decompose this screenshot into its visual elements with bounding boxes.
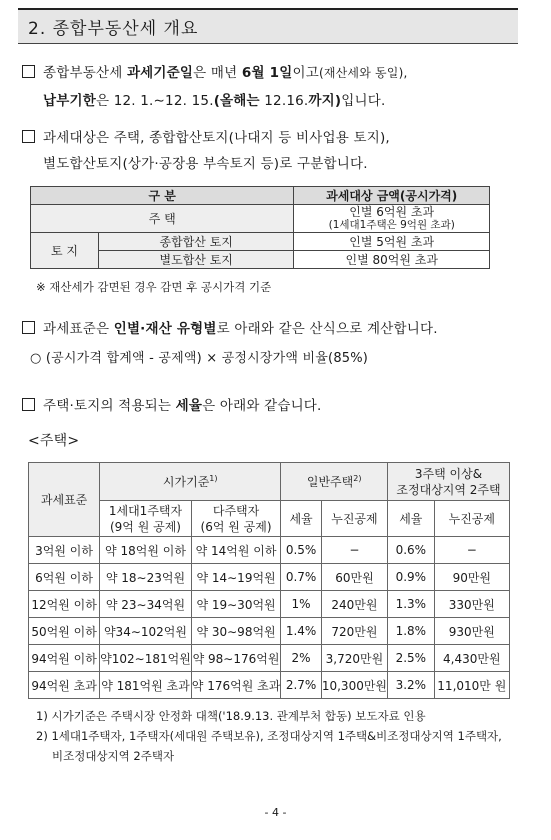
tax-object-line [22, 125, 390, 151]
section-title: 2. 종합부동산세 개요 [18, 8, 518, 44]
house-label: 주 택 [31, 205, 294, 233]
table-row [29, 591, 510, 618]
cell-one-house: 약102∼181억원 [100, 645, 192, 672]
subheader-deduction: 누진공제 [321, 501, 387, 537]
text: 입니다. [341, 93, 386, 109]
cell-multi-owner: 약 30∼98억원 [191, 618, 281, 645]
text: 과세표준은 [43, 321, 114, 337]
header-tax-base: 과세표준 [29, 463, 100, 537]
land-type-comprehensive: 종합합산 토지 [99, 233, 294, 251]
page-number: - 4 - [264, 806, 287, 819]
cell-deduct-multi: 330만원 [434, 591, 509, 618]
tax-threshold-table [30, 186, 490, 269]
header-category: 구 분 [31, 187, 294, 205]
house-threshold-value: 인별 6억원 초과 [349, 204, 435, 219]
table-row [29, 672, 510, 699]
land-threshold-comprehensive: 인별 5억원 초과 [294, 233, 490, 251]
cell-multi-owner: 약 98∼176억원 [191, 645, 281, 672]
cell-rate-general: 0.7% [281, 564, 322, 591]
header-text: 일반주택 [306, 475, 354, 489]
bold-text: 인별·재산 유형별 [113, 321, 217, 337]
table-row [29, 618, 510, 645]
cell-deduct-general: 10,300만원 [321, 672, 387, 699]
land-threshold-separate: 인별 80억원 초과 [294, 251, 490, 269]
bold-text: 세율 [175, 398, 203, 414]
cell-multi-owner: 약 14억원 이하 [191, 537, 281, 564]
text: 이고 [292, 65, 319, 81]
footnote-2-cont: 비조정대상지역 2주택자 [52, 749, 175, 763]
subheader-rate: 세율 [388, 501, 435, 537]
cell-deduct-multi: 930만원 [434, 618, 509, 645]
subheader-multi-owner [191, 501, 281, 537]
cell-base: 94억원 초과 [29, 672, 100, 699]
header-amount: 과세대상 금액(공시가격) [294, 187, 490, 205]
bold-text: 과세기준일 [126, 65, 194, 81]
cell-deduct-general: − [321, 537, 387, 564]
house-threshold-sub: (1세대1주택은 9억원 초과) [328, 218, 455, 231]
header-market-price [100, 463, 281, 501]
cell-rate-general: 2% [281, 645, 322, 672]
cell-multi-owner: 약 14∼19억원 [191, 564, 281, 591]
bold-text: (올해는 [213, 93, 260, 109]
footnote-marker: 2) [353, 474, 362, 483]
header-multi-house [388, 463, 510, 501]
bold-text: 까지) [308, 93, 342, 109]
cell-rate-general: 1.4% [281, 618, 322, 645]
table-row [29, 564, 510, 591]
cell-one-house: 약 18∼23억원 [100, 564, 192, 591]
house-threshold [294, 205, 490, 233]
header-text: (6억 원 공제) [200, 519, 272, 534]
small-text: (재산세와 동일), [318, 66, 408, 80]
text: 주택·토지의 적용되는 [43, 398, 176, 414]
cell-deduct-multi: − [434, 537, 509, 564]
cell-rate-general: 2.7% [281, 672, 322, 699]
cell-base: 3억원 이하 [29, 537, 100, 564]
housing-heading: <주택> [28, 433, 80, 449]
header-text: 다주택자 [212, 503, 260, 518]
header-text: 3주택 이상& [414, 466, 483, 481]
text: 별도합산토지(상가·공장용 부속토지 등)로 구분합니다. [43, 156, 368, 172]
cell-deduct-general: 3,720만원 [321, 645, 387, 672]
table-row [29, 537, 510, 564]
cell-one-house: 약 181억원 초과 [100, 672, 192, 699]
cell-base: 50억원 이하 [29, 618, 100, 645]
land-type-separate: 별도합산 토지 [99, 251, 294, 269]
text: 종합부동산세 [43, 65, 127, 81]
checkbox-bullet-icon [22, 130, 35, 143]
tax-object-line-2 [22, 151, 368, 177]
footnote-marker: 1) [209, 474, 218, 483]
cell-rate-multi: 1.3% [388, 591, 435, 618]
cell-deduct-general: 240만원 [321, 591, 387, 618]
header-text: (9억 원 공제) [109, 519, 181, 534]
cell-base: 6억원 이하 [29, 564, 100, 591]
land-label: 토 지 [31, 233, 99, 269]
text: 과세대상은 주택, 종합합산토지(나대지 등 비사업용 토지), [43, 130, 390, 146]
cell-multi-owner: 약 19∼30억원 [191, 591, 281, 618]
cell-deduct-multi: 11,010만 원 [434, 672, 509, 699]
cell-rate-multi: 2.5% [388, 645, 435, 672]
cell-deduct-multi: 4,430만원 [434, 645, 509, 672]
tax-base-date-line [22, 60, 407, 86]
header-general-house [281, 463, 388, 501]
cell-rate-multi: 0.6% [388, 537, 435, 564]
cell-rate-multi: 0.9% [388, 564, 435, 591]
text: 로 아래와 같은 산식으로 계산합니다. [216, 321, 438, 337]
cell-one-house: 약34∼102억원 [100, 618, 192, 645]
cell-multi-owner: 약 176억원 초과 [191, 672, 281, 699]
cell-deduct-multi: 90만원 [434, 564, 509, 591]
checkbox-bullet-icon [22, 398, 35, 411]
due-date-line [22, 88, 386, 114]
checkbox-bullet-icon [22, 65, 35, 78]
header-text: 1세대1주택자 [108, 503, 183, 518]
cell-rate-general: 1% [281, 591, 322, 618]
cell-rate-multi: 3.2% [388, 672, 435, 699]
subheader-rate: 세율 [281, 501, 322, 537]
cell-one-house: 약 18억원 이하 [100, 537, 192, 564]
header-text: 조정대상지역 2주택 [396, 482, 501, 497]
subheader-deduction: 누진공제 [434, 501, 509, 537]
checkbox-bullet-icon [22, 321, 35, 334]
tax-base-line [22, 316, 438, 342]
text: 은 아래와 같습니다. [202, 398, 322, 414]
cell-base: 12억원 이하 [29, 591, 100, 618]
cell-deduct-general: 60만원 [321, 564, 387, 591]
cell-deduct-general: 720만원 [321, 618, 387, 645]
table-note: ※ 재산세가 감면된 경우 감면 후 공시가격 기준 [36, 280, 272, 294]
bold-text: 납부기한 [43, 93, 96, 109]
text: 12.16. [259, 93, 309, 109]
cell-one-house: 약 23∼34억원 [100, 591, 192, 618]
footnote-2: 2) 1세대1주택자, 1주택자(세대원 주택보유), 조정대상지역 1주택&비조정대상지역 1주택자, [36, 729, 502, 743]
bold-text: 6월 1일 [241, 65, 293, 81]
subheader-one-house [100, 501, 192, 537]
tax-rate-line [22, 393, 322, 419]
text: 은 12. 1.∼12. 15. [95, 93, 214, 109]
header-text: 시가기준 [162, 475, 210, 489]
footnote-1: 1) 시가기준은 주택시장 안정화 대책('18.9.13. 관계부처 합동) 보도자료 인용 [36, 709, 426, 723]
housing-tax-rate-table [28, 462, 510, 699]
cell-rate-multi: 1.8% [388, 618, 435, 645]
cell-base: 94억원 이하 [29, 645, 100, 672]
cell-rate-general: 0.5% [281, 537, 322, 564]
formula-line: ○ (공시가격 합계액 - 공제액) × 공정시장가액 비율(85%) [30, 351, 369, 366]
text: 은 매년 [193, 65, 242, 81]
table-row [29, 645, 510, 672]
